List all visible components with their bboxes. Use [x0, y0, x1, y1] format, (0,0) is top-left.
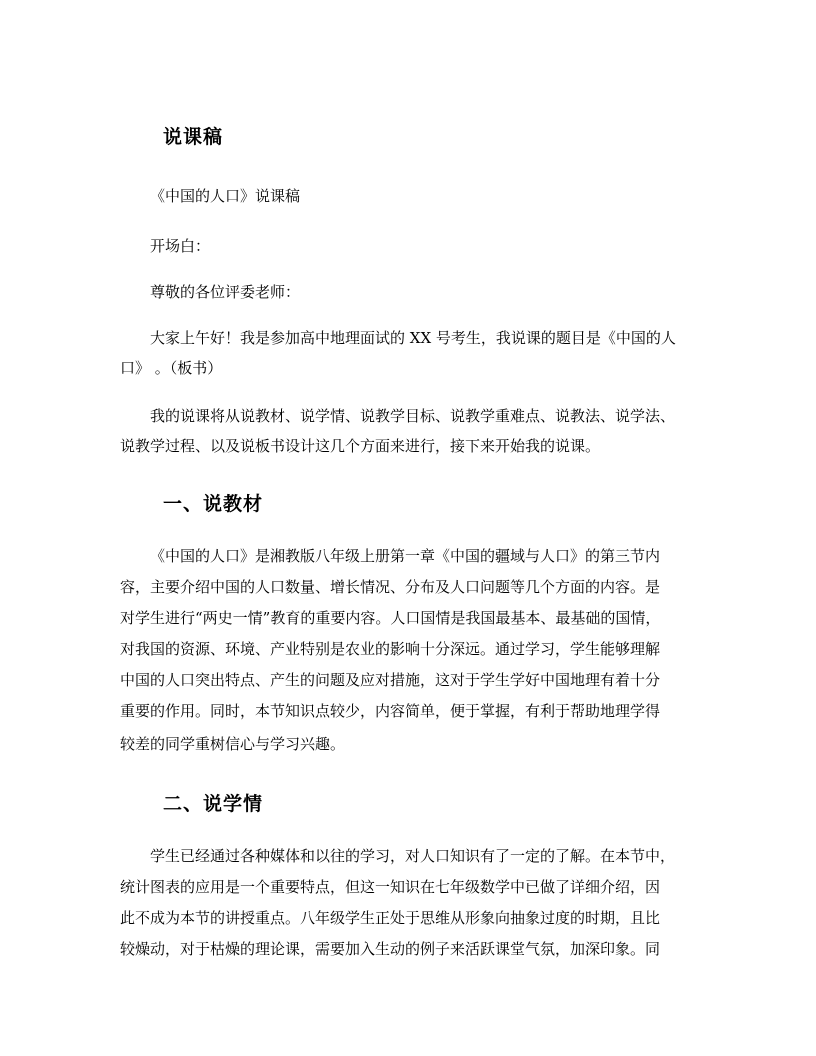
paragraph-line: 重要的作用。同时，本节知识点较少，内容简单，便于掌握，有利于帮助地理学得	[120, 702, 661, 720]
paragraph-line: 对学生进行“两史一情”教育的重要内容。人口国情是我国最基本、最基础的国情，	[120, 609, 661, 627]
intro-line: 口》 。（板书）	[120, 359, 223, 377]
paragraph-line: 对我国的资源、环境、产业特别是农业的影响十分深远。通过学习，学生能够理解	[120, 640, 661, 658]
outline-line: 我的说课将从说教材、说学情、说教学目标、说教学重难点、说教法、说学法、	[150, 407, 676, 425]
paragraph-line: 较燥动，对于枯燥的理论课，需要加入生动的例子来活跃课堂气氛，加深印象。同	[120, 940, 661, 958]
paragraph-line: 《中国的人口》是湘教版八年级上册第一章《中国的疆域与人口》的第三节内	[150, 547, 661, 565]
intro-line: 大家上午好！我是参加高中地理面试的 XX 号考生，我说课的题目是《中国的人	[150, 329, 676, 347]
paragraph-line: 容，主要介绍中国的人口数量、增长情况、分布及人口问题等几个方面的内容。是	[120, 578, 661, 596]
subtitle: 《中国的人口》说课稿	[150, 187, 301, 205]
opening-label: 开场白：	[150, 237, 211, 255]
paragraph-line: 中国的人口突出特点、产生的问题及应对措施，这对于学生学好中国地理有着十分	[120, 671, 661, 689]
paragraph-line: 此不成为本节的讲授重点。八年级学生正处于思维从形象向抽象过度的时期，且比	[120, 909, 661, 927]
paragraph-line: 较差的同学重树信心与学习兴趣。	[120, 735, 346, 753]
paragraph-line: 统计图表的应用是一个重要特点，但这一知识在七年级数学中已做了详细介绍，因	[120, 878, 661, 896]
greeting: 尊敬的各位评委老师：	[150, 283, 301, 301]
paragraph-line: 学生已经通过各种媒体和以往的学习，对人口知识有了一定的了解。在本节中，	[150, 847, 676, 865]
outline-line: 说教学过程、以及说板书设计这几个方面来进行，接下来开始我的说课。	[120, 437, 601, 455]
section-heading-textbook: 一、说教材	[163, 493, 264, 515]
page-title: 说课稿	[163, 126, 224, 148]
section-heading-learners: 二、说学情	[163, 793, 264, 815]
